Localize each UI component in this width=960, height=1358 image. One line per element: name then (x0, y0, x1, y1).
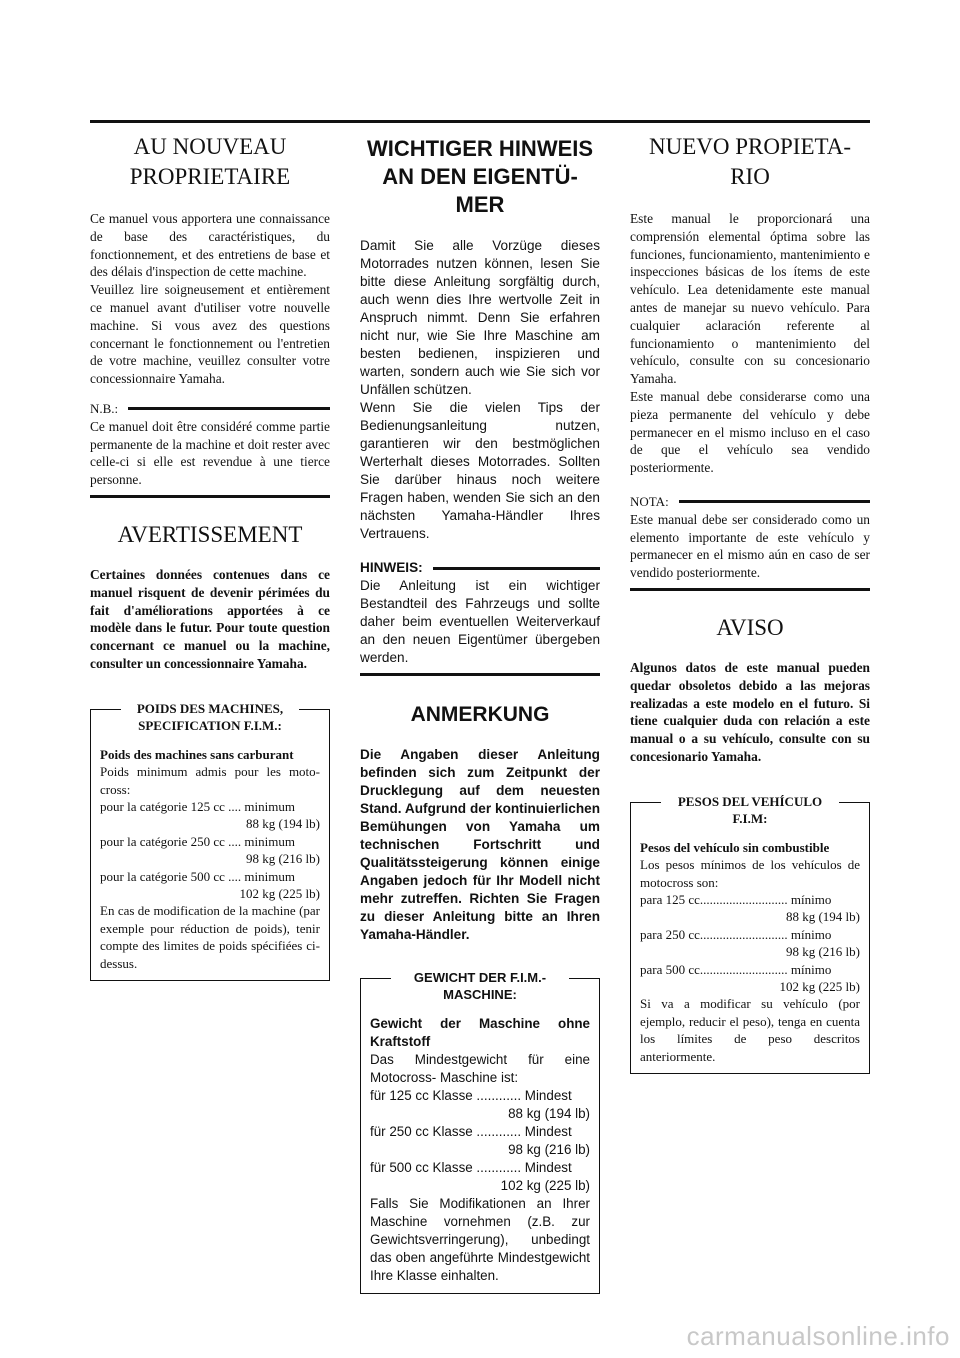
spanish-box-row-label: para 125 cc........................... mínimo (640, 891, 832, 907)
spanish-title: NUEVO PROPIETA-RIO (649, 134, 851, 189)
spanish-warning-text: Algunos datos de este manual pueden quedar obsoletos debido a las mejoras realizadas a este modelo en el futuro. Si tiene cualquier duda con relación a este manual o a su vehículo, consulte con su concesionario Yamaha. (630, 659, 870, 764)
german-weight-box (360, 970, 600, 1294)
spanish-box-row-label: para 250 cc........................... mínimo (640, 926, 832, 942)
german-box-row-value: 88 kg (194 lb) (508, 1106, 590, 1121)
german-note-text: Die Anleitung ist ein wichtiger Bestandteil des Fahrzeugs und sollte daher beim eventuellen Weiterverkauf an den neuen Eigentümer übergeben werden. (360, 578, 600, 665)
spanish-note-label: NOTA: (630, 493, 669, 509)
french-intro-2: Veuillez lire soigneusement et entièrement ce manuel avant d'utiliser votre nouvelle machine. Si vous avez des questions concernant le fonctionnement ou l'entretien de votre machine, veuillez consulter votre concessionnaire Yamaha. (90, 282, 330, 387)
spanish-weight-box (630, 793, 870, 1074)
spanish-warning-title: AVISO (716, 614, 784, 640)
french-note-end-rule (90, 495, 330, 498)
french-warning-title: AVERTISSEMENT (117, 521, 303, 547)
spanish-box-row-value: 102 kg (225 lb) (779, 978, 860, 994)
spanish-box-row-value: 98 kg (216 lb) (785, 944, 860, 960)
german-box-intro: Das Mindestgewicht für eine Motocross- Maschine ist: (370, 1052, 590, 1085)
german-warning-text: Die Angaben dieser Anleitung befinden sich zum Zeitpunkt der Drucklegung auf dem neuesten Stand. Aufgrund der kontinuierlichen Bemühungen von Yamaha um technischen Fortschritt und Qualitätssteigerung können einige Angaben jedoch für Ihr Modell nicht mehr zutreffen. Richten Sie Fragen zu dieser Anleitung bitte an Ihren Yamaha-Händler. (360, 747, 600, 942)
french-box-subtitle: Poids des machines sans carburant (100, 746, 294, 762)
french-box-row-value: 98 kg (216 lb) (245, 851, 320, 867)
french-box-row-value: 88 kg (194 lb) (245, 816, 320, 832)
spanish-note-text: Este manual debe ser considerado como un elemento importante de este vehículo y permanecer en el mismo aún en caso de ser vendido posteriormente. (630, 511, 870, 581)
french-box-row-value: 102 kg (225 lb) (239, 885, 320, 901)
german-box-row-value: 98 kg (216 lb) (508, 1142, 590, 1157)
german-box-title: GEWICHT DER F.I.M.-MASCHINE: (391, 969, 569, 1003)
site-watermark: carmanualsonline.info (686, 1321, 950, 1351)
french-note-header (90, 400, 330, 418)
german-column (360, 123, 600, 1294)
german-box-row-value: 102 kg (225 lb) (500, 1178, 590, 1193)
spanish-note-rule (679, 500, 870, 503)
german-box-footer: Falls Sie Modifikationen an Ihrer Maschine vornehmen (z.B. zur Gewichtsverringerung), unbedingt das oben angeführte Mindestgewicht Ihre Klasse einhalten. (370, 1196, 590, 1283)
german-note-rule (433, 567, 600, 570)
french-intro-1: Ce manuel vous apportera une connaissance de base des caractéristiques, du fonctionnement, et des entretiens de base et des délais d'inspection de cette machine. (90, 211, 330, 280)
french-box-footer: En cas de modification de la machine (par exemple pour réduction de poids), tenir compte des limites de poids spécifiées ci-dessus. (100, 903, 320, 971)
german-box-subtitle: Gewicht der Maschine ohne Kraftstoff (370, 1016, 590, 1049)
spanish-box-subtitle: Pesos del vehículo sin combustible (640, 839, 830, 855)
spanish-box-title: PESOS DEL VEHÍCULO F.I.M: (661, 793, 839, 827)
french-box-row-label: pour la catégorie 500 cc .... minimum (100, 868, 295, 884)
german-note-header (360, 559, 600, 577)
german-box-row-label: für 125 cc Klasse ............ Mindest (370, 1088, 572, 1103)
french-warning-text: Certaines données contenues dans ce manuel risquent de devenir périmées du fait d'améliorations apportées à ce modèle dans le futur. Pour toute question concernant ce manuel ou la machine, consulter un concessionnaire Yamaha. (90, 566, 330, 671)
french-note-text: Ce manuel doit être considéré comme partie permanente de la machine et doit rester avec celle-ci si elle est revendue à une tierce personne. (90, 418, 330, 488)
spanish-note-header (630, 493, 870, 511)
spanish-box-row-value: 88 kg (194 lb) (785, 909, 860, 925)
spanish-box-row-label: para 500 cc........................... mínimo (640, 961, 832, 977)
french-box-row-label: pour la catégorie 250 cc .... minimum (100, 833, 295, 849)
spanish-intro-2: Este manual debe considerarse como una pieza permanente del vehículo y debe permanecer en el mismo incluso en el caso de que el vehículo sea vendido posteriormente. (630, 388, 870, 476)
german-intro-1: Damit Sie alle Vorzüge dieses Motorrades nutzen können, lesen Sie bitte diese Anleitung sorgfältig durch, auch wenn dies Ihre wertvolle Zeit in Anspruch nimmt. Denn Sie erfahren nicht nur, wie Sie Ihre Maschine am besten bedienen, inspizieren und warten, sondern auch wie Sie sich vor Unfällen schützen. (360, 238, 600, 397)
german-intro-2: Wenn Sie die vielen Tips der Bedienungsanleitung nutzen, garantieren wir den bestmöglichen Werterhalt dieses Motorrades. Sollten Sie darüber hinaus noch weitere Fragen haben, wenden Sie sich an den nächsten Yamaha-Händler Ihres Vertrauens. (360, 400, 600, 541)
french-note-rule (128, 407, 330, 410)
french-box-row-label: pour la catégorie 125 cc .... minimum (100, 798, 295, 814)
german-note-end-rule (360, 673, 600, 676)
french-box-intro: Poids minimum admis pour les moto-cross: (100, 764, 320, 797)
french-weight-box (90, 700, 330, 981)
french-column (90, 123, 330, 981)
spanish-note-end-rule (630, 588, 870, 591)
german-box-row-label: für 250 cc Klasse ............ Mindest (370, 1124, 572, 1139)
french-title: AU NOUVEAU PROPRIETAIRE (129, 134, 291, 189)
german-warning-title: ANMERKUNG (410, 703, 550, 726)
german-note-label: HINWEIS: (360, 560, 423, 575)
french-note-label: N.B.: (90, 400, 119, 416)
french-box-title: POIDS DES MACHINES, SPECIFICATION F.I.M.: (121, 700, 299, 734)
spanish-box-footer: Si va a modificar su vehículo (por ejemplo, reducir el peso), tenga en cuenta los límites de peso descritos anteriormente. (640, 996, 860, 1064)
spanish-intro-1: Este manual le proporcionará una comprensión elemental óptima sobre las funciones, funcionamiento, mantenimiento e inspecciones básicas de los ítems de este vehículo. Lea detenidamente este manual antes de manejar su nuevo vehículo. Para cualquier aclaración referente al funcionamiento o mantenimiento del vehículo, consulte con su concesionario Yamaha. (630, 211, 870, 387)
german-title: WICHTIGER HINWEIS AN DEN EIGENTÜ-MER (366, 136, 594, 217)
spanish-box-intro: Los pesos mínimos de los vehículos de motocross son: (640, 857, 860, 890)
spanish-column (630, 123, 870, 1074)
german-box-row-label: für 500 cc Klasse ............ Mindest (370, 1160, 572, 1175)
